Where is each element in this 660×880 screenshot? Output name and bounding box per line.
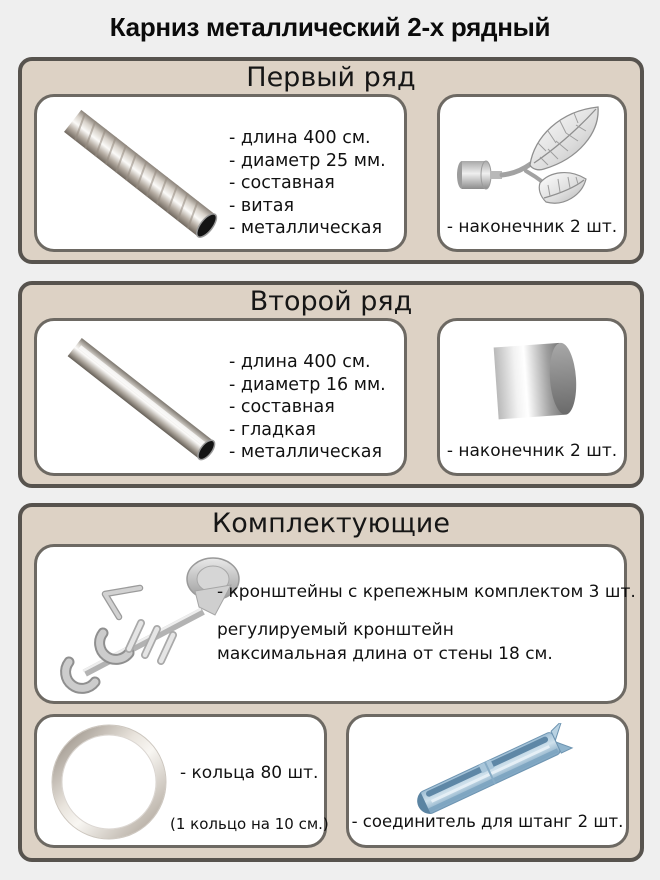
- section-first-row-header: Первый ряд: [246, 62, 416, 93]
- section-second-row-header: Второй ряд: [249, 286, 413, 317]
- first-rod-card: [34, 94, 407, 252]
- spec-line: - длина 400 см.: [229, 352, 371, 372]
- cylinder-cap-finial-image: [446, 325, 616, 443]
- second-finial-label: - наконечник 2 шт.: [446, 441, 618, 461]
- section-first-row: [18, 57, 644, 264]
- second-finial-card: [437, 318, 627, 476]
- spec-line: - витая: [229, 195, 295, 216]
- twisted-rod-image: [39, 99, 239, 249]
- bracket-line-1: - кронштейны с крепежным комплектом 3 шт.: [217, 582, 636, 602]
- second-rod-card: [34, 318, 407, 476]
- leaf-finial-image: [448, 101, 618, 219]
- spec-line: - составная: [229, 173, 335, 193]
- second-rod-specs: [229, 351, 386, 464]
- section-components: [18, 503, 644, 862]
- rings-note: (1 кольцо на 10 см.): [170, 815, 329, 833]
- spec-line: - металлическая: [229, 218, 383, 238]
- page-title: Карниз металлический 2-х рядный: [109, 12, 551, 42]
- bracket-text: [217, 580, 636, 666]
- spec-line: - гладкая: [229, 419, 316, 440]
- bracket-line-2: регулируемый кронштейн: [217, 620, 454, 640]
- section-components-header: Комплектующие: [212, 508, 450, 539]
- first-finial-card: [437, 94, 627, 252]
- smooth-rod-image: [39, 323, 239, 473]
- rings-card: [34, 714, 327, 848]
- spec-line: - металлическая: [229, 442, 383, 462]
- curtain-ring-image: [47, 721, 173, 847]
- connector-card: [346, 714, 629, 848]
- spec-line: - длина 400 см.: [229, 128, 371, 148]
- connector-label: - соединитель для штанг 2 шт.: [351, 812, 624, 831]
- spec-line: - диаметр 25 мм.: [229, 150, 386, 171]
- bracket-line-3: максимальная длина от стены 18 см.: [217, 644, 553, 664]
- spec-line: - составная: [229, 397, 335, 417]
- first-finial-label: - наконечник 2 шт.: [446, 217, 618, 237]
- first-rod-specs: [229, 127, 386, 240]
- rod-connector-image: [395, 723, 585, 818]
- bracket-card: [34, 544, 636, 704]
- spec-line: - диаметр 16 мм.: [229, 374, 386, 395]
- section-second-row: [18, 281, 644, 488]
- rings-label: - кольца 80 шт.: [180, 763, 319, 783]
